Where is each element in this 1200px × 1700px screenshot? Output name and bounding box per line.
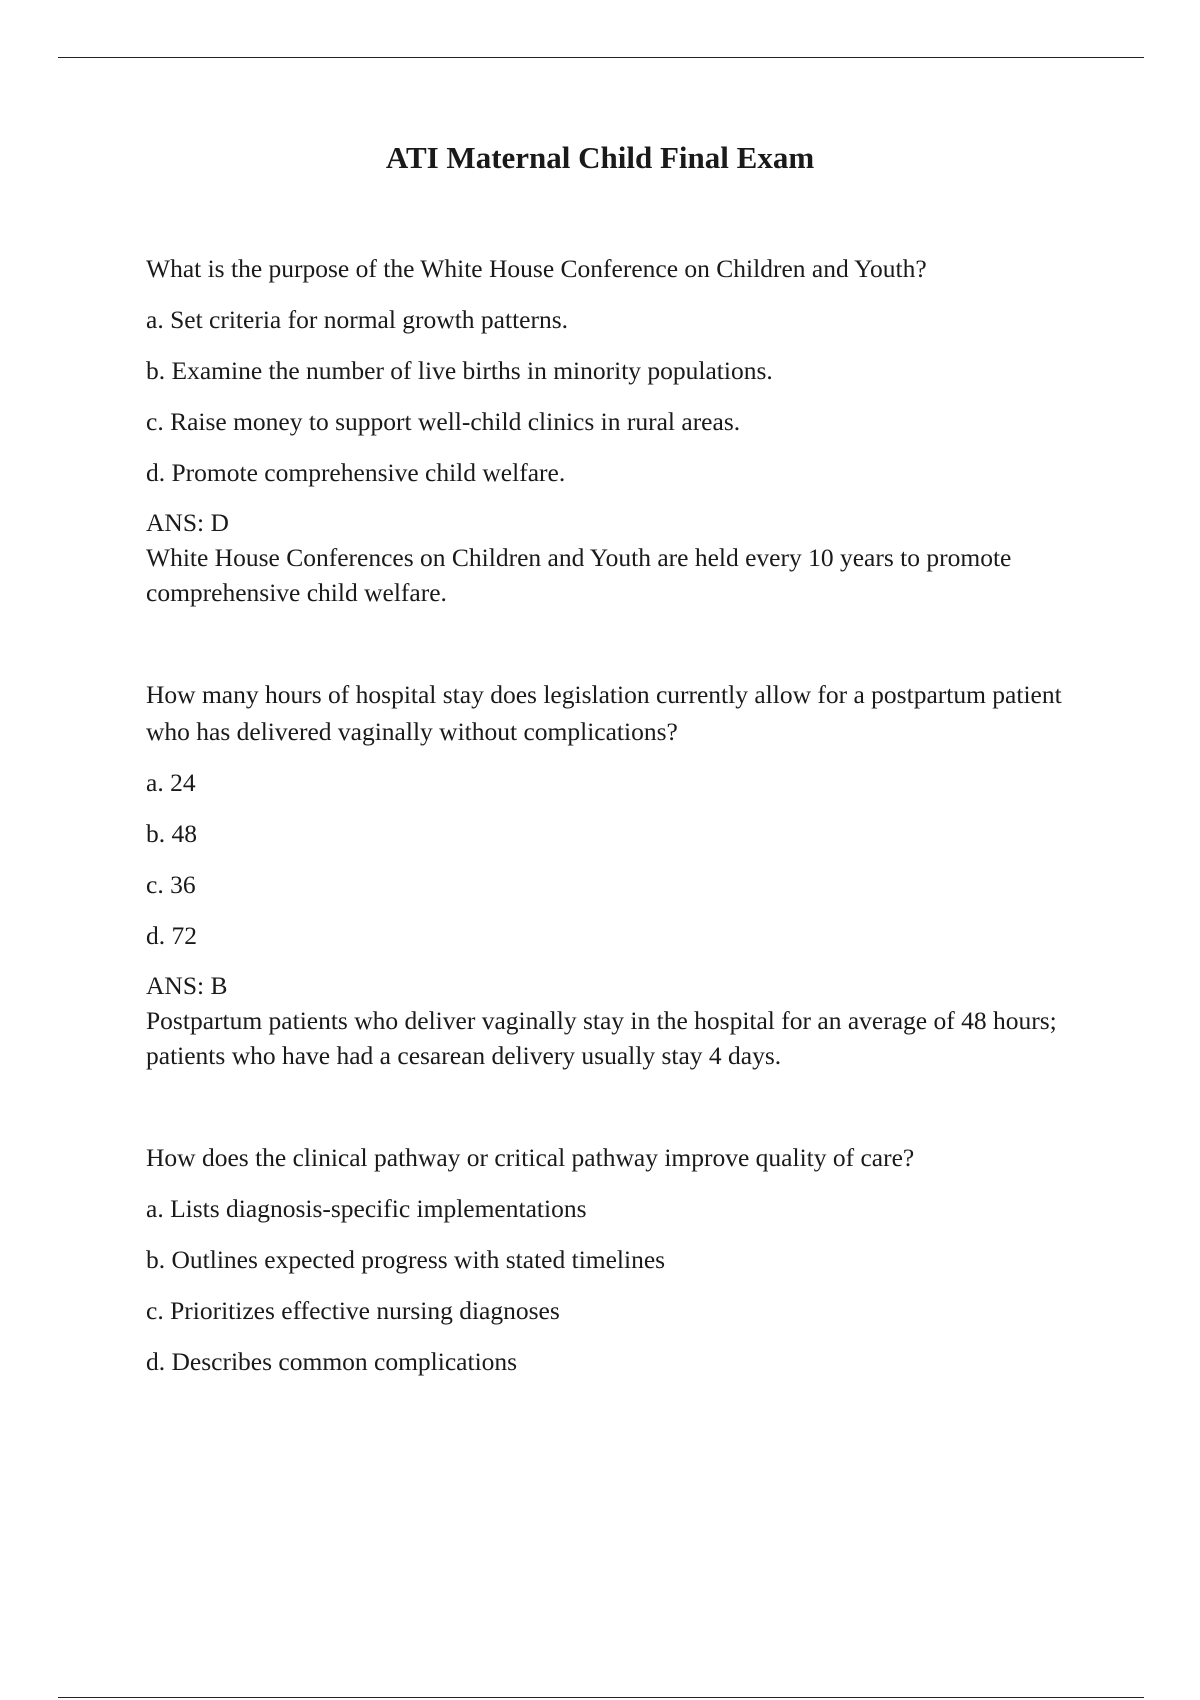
answer-rationale: White House Conferences on Children and Youth are held every 10 years to promote comprehensive child welfare. xyxy=(146,543,1012,607)
option-a: a. Set criteria for normal growth patterns. xyxy=(146,305,569,334)
question-2 xyxy=(146,676,1106,1073)
option-a: a. 24 xyxy=(146,768,196,797)
question-stem: What is the purpose of the White House Conference on Children and Youth? xyxy=(146,254,927,283)
option-d: d. Describes common complications xyxy=(146,1347,518,1376)
answer-rationale: Postpartum patients who deliver vaginally stay in the hospital for an average of 48 hours; patients who have had a cesarean delivery usually stay 4 days. xyxy=(146,1006,1057,1070)
exam-content xyxy=(146,250,1106,1446)
option-b: b. Outlines expected progress with stated timelines xyxy=(146,1245,666,1274)
question-stem: How many hours of hospital stay does legislation currently allow for a postpartum patient who has delivered vaginally without complications? xyxy=(146,680,1062,746)
page-title: ATI Maternal Child Final Exam xyxy=(385,140,815,175)
option-c: c. Raise money to support well-child clinics in rural areas. xyxy=(146,407,741,436)
bottom-rule xyxy=(58,1697,1144,1698)
option-a: a. Lists diagnosis-specific implementations xyxy=(146,1194,587,1223)
option-d: d. 72 xyxy=(146,921,197,950)
option-d: d. Promote comprehensive child welfare. xyxy=(146,458,566,487)
option-b: b. 48 xyxy=(146,819,197,848)
option-b: b. Examine the number of live births in minority populations. xyxy=(146,356,773,385)
answer-key: ANS: B xyxy=(146,971,228,1000)
question-stem: How does the clinical pathway or critical pathway improve quality of care? xyxy=(146,1143,915,1172)
option-c: c. Prioritizes effective nursing diagnoses xyxy=(146,1296,560,1325)
question-3 xyxy=(146,1139,1106,1380)
question-1 xyxy=(146,250,1106,610)
option-c: c. 36 xyxy=(146,870,196,899)
answer-key: ANS: D xyxy=(146,508,229,537)
top-rule xyxy=(58,57,1144,58)
